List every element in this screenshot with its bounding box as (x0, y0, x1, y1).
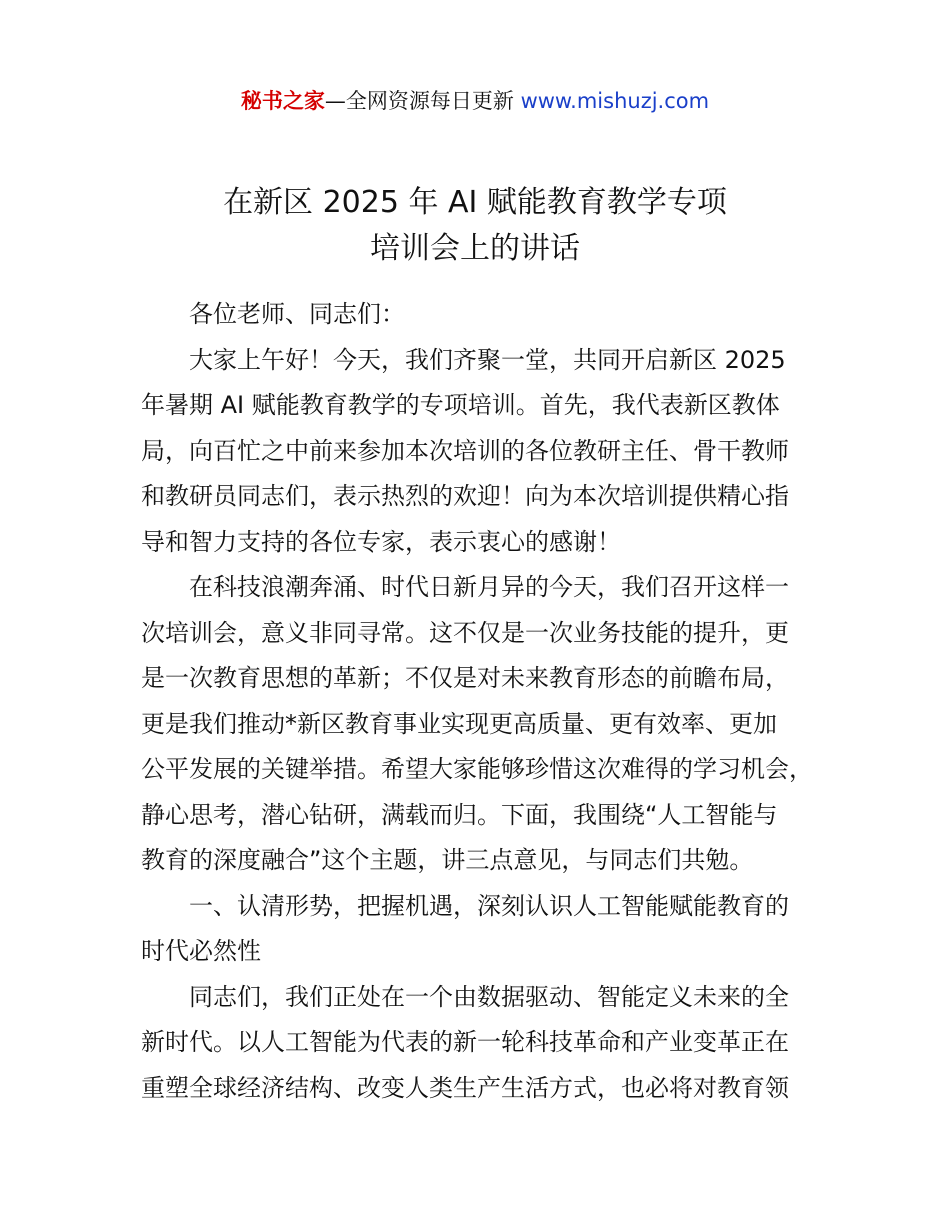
header-tagline: —全网资源每日更新 (324, 89, 521, 113)
paragraph-3-line: 同志们，我们正处在一个由数据驱动、智能定义未来的全 (189, 982, 789, 1011)
paragraph-2-line: 公平发展的关键举措。希望大家能够珍惜这次难得的学习机会， (141, 755, 813, 783)
title-line-2: 培训会上的讲话 (370, 231, 580, 266)
paragraph-3-line: 重塑全球经济结构、改变人类生产生活方式，也必将对教育领 (141, 1073, 789, 1102)
section-heading-1-line: 时代必然性 (141, 937, 261, 965)
section-heading-1-line: 一、认清形势，把握机遇，深刻认识人工智能赋能教育的 (189, 891, 789, 920)
paragraph-2-line: 次培训会，意义非同寻常。这不仅是一次业务技能的提升，更 (141, 618, 789, 647)
paragraph-1-line: 和教研员同志们，表示热烈的欢迎！向为本次培训提供精心指 (141, 482, 789, 510)
paragraph-1-line: 年暑期 AI 赋能教育教学的专项培训。首先，我代表新区教体 (141, 391, 780, 419)
paragraph-2-line: 教育的深度融合”这个主题，讲三点意见，与同志们共勉。 (141, 846, 754, 874)
greeting: 各位老师、同志们： (189, 300, 405, 328)
paragraph-1-line: 导和智力支持的各位专家，表示衷心的感谢！ (141, 527, 621, 556)
paragraph-2-line: 是一次教育思想的革新；不仅是对未来教育形态的前瞻布局， (141, 664, 789, 692)
site-header (0, 86, 950, 116)
paragraph-2-line: 更是我们推动*新区教育事业实现更高质量、更有效率、更加 (141, 709, 777, 738)
document-title (0, 180, 950, 272)
paragraph-1-line: 大家上午好！今天，我们齐聚一堂，共同开启新区 2025 (189, 345, 786, 374)
brand-name: 秘书之家 (240, 89, 325, 113)
document-body (141, 292, 813, 1111)
paragraph-3-line: 新时代。以人工智能为代表的新一轮科技革命和产业变革正在 (141, 1028, 789, 1056)
paragraph-2-line: 静心思考，潜心钻研，满载而归。下面，我围绕“人工智能与 (141, 800, 778, 829)
title-line-1: 在新区 2025 年 AI 赋能教育教学专项 (223, 185, 727, 220)
site-url-link[interactable]: www.mishuzj.com (520, 89, 710, 113)
paragraph-1-line: 局，向百忙之中前来参加本次培训的各位教研主任、骨干教师 (141, 436, 789, 465)
paragraph-2-line: 在科技浪潮奔涌、时代日新月异的今天，我们召开这样一 (189, 573, 789, 601)
